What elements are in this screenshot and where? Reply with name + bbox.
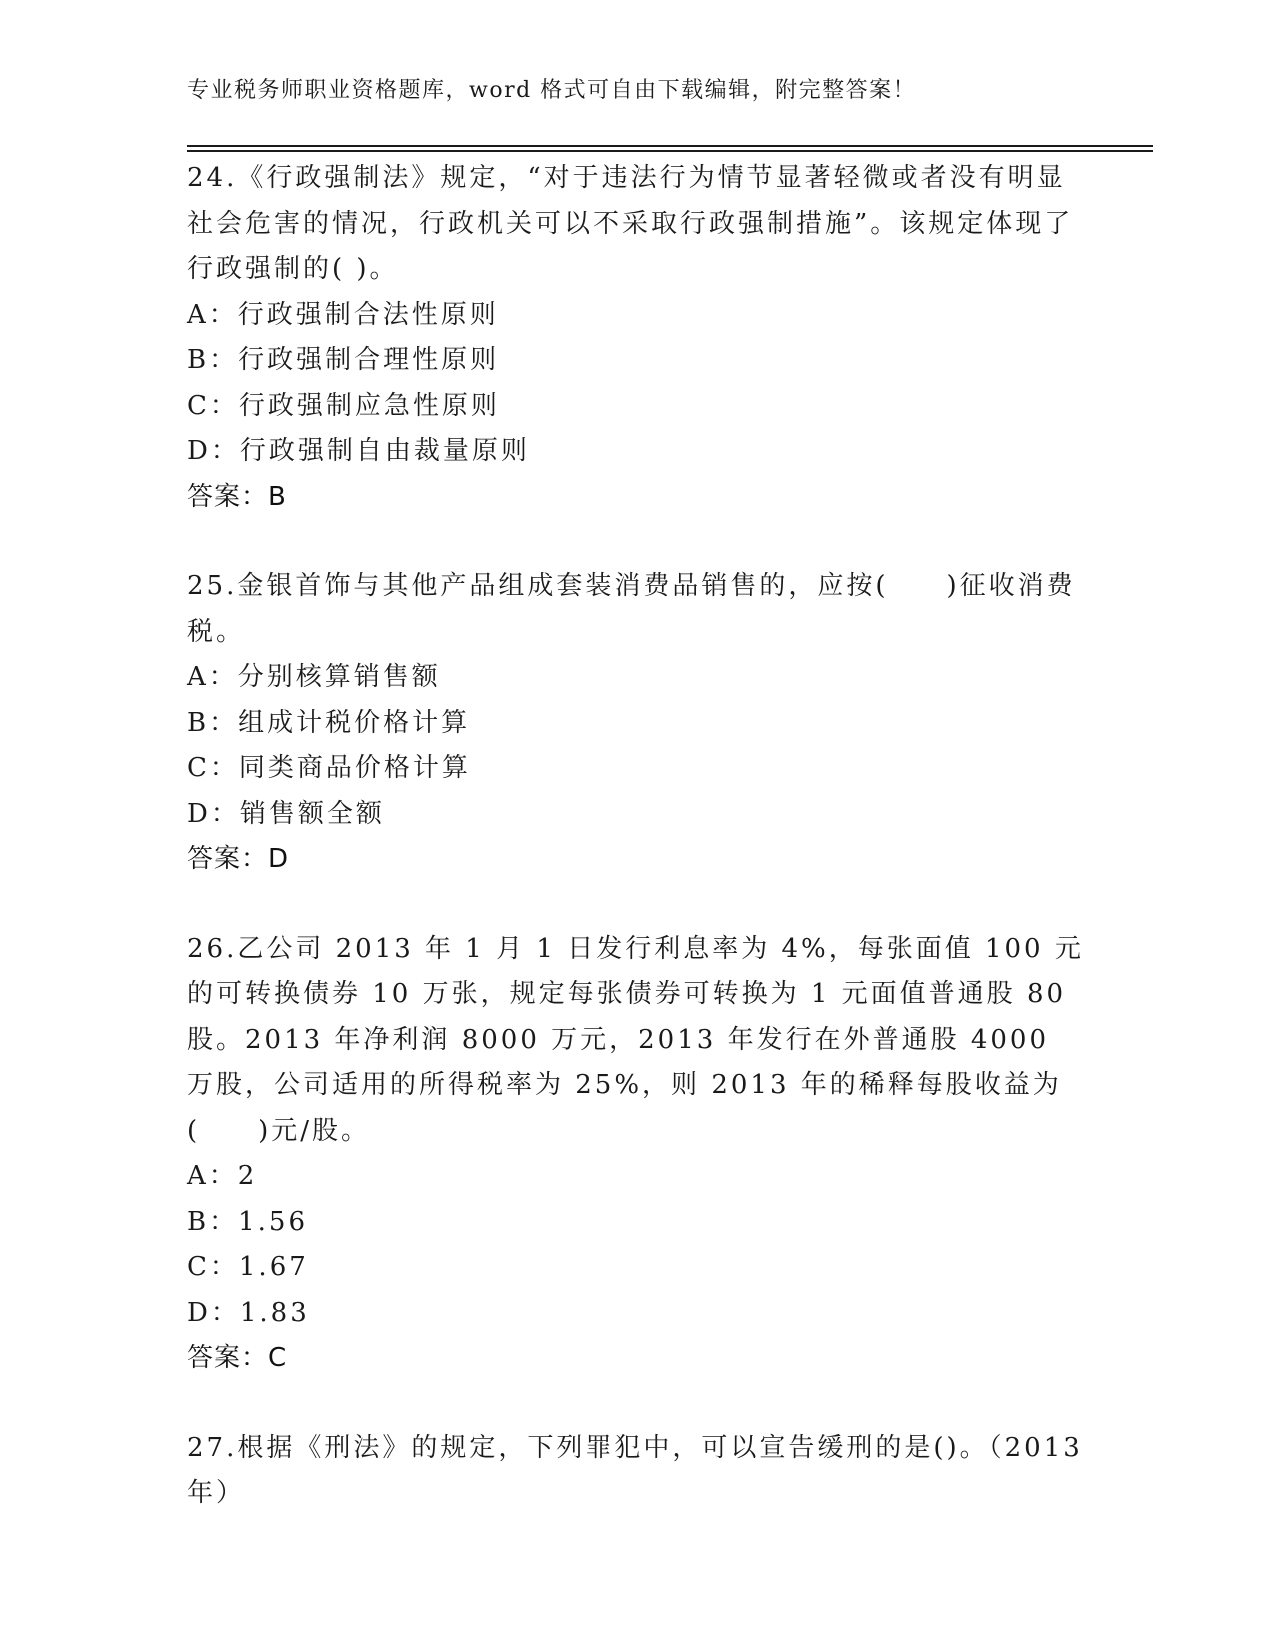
question-27 (187, 1426, 1087, 1517)
answer-line (187, 1336, 1087, 1382)
answer-label: 答案： (187, 481, 269, 512)
question-26 (187, 927, 1087, 1382)
option-d: D：销售额全额 (187, 798, 385, 829)
answer-label: 答案： (187, 1343, 269, 1373)
option-c: C：1.67 (187, 1252, 309, 1282)
question-25 (187, 564, 1087, 883)
answer-line (187, 475, 1087, 521)
answer-value: D (268, 844, 290, 874)
header-divider-bottom (187, 150, 1153, 152)
question-stem: 27.根据《刑法》的规定，下列罪犯中，可以宣告缓刑的是()。（2013 年） (187, 1432, 1083, 1508)
question-list (187, 156, 1087, 1561)
option-c: C：同类商品价格计算 (187, 753, 471, 783)
option-c: C：行政强制应急性原则 (187, 390, 500, 421)
option-a: A：2 (187, 1161, 258, 1191)
question-24 (187, 156, 1087, 520)
option-d: D：行政强制自由裁量原则 (187, 436, 530, 466)
question-stem: 25.金银首饰与其他产品组成套装消费品销售的，应按( )征收消费税。 (187, 571, 1076, 647)
question-stem: 26.乙公司 2013 年 1 月 1 日发行利息率为 4%，每张面值 100 元的可转换债券 10 万张，规定每张债券可转换为 1 元面值普通股 80 股。2013 年净利润 8000 万元，2013 年发行在外普通股 4000 万股，公司适用的所得税率为 25%，则 2013 年的稀释每股收益为( )元/股。 (187, 933, 1084, 1146)
option-b: B：行政强制合理性原则 (187, 345, 500, 375)
question-stem: 24.《行政强制法》规定，“对于违法行为情节显著轻微或者没有明显社会危害的情况，行政机关可以不采取行政强制措施”。该规定体现了行政强制的( )。 (187, 163, 1074, 284)
option-a: A：分别核算销售额 (187, 662, 441, 692)
answer-value: B (268, 481, 287, 512)
answer-line (187, 837, 1087, 883)
header-divider-top (187, 145, 1153, 147)
option-d: D：1.83 (187, 1297, 310, 1328)
document-header-note: 专业税务师职业资格题库，word 格式可自由下载编辑，附完整答案！ (187, 78, 917, 103)
option-b: B：组成计税价格计算 (187, 707, 471, 738)
option-a: A：行政强制合法性原则 (187, 299, 499, 330)
answer-value: C (268, 1343, 288, 1373)
option-b: B：1.56 (187, 1206, 308, 1237)
answer-label: 答案： (187, 844, 269, 874)
